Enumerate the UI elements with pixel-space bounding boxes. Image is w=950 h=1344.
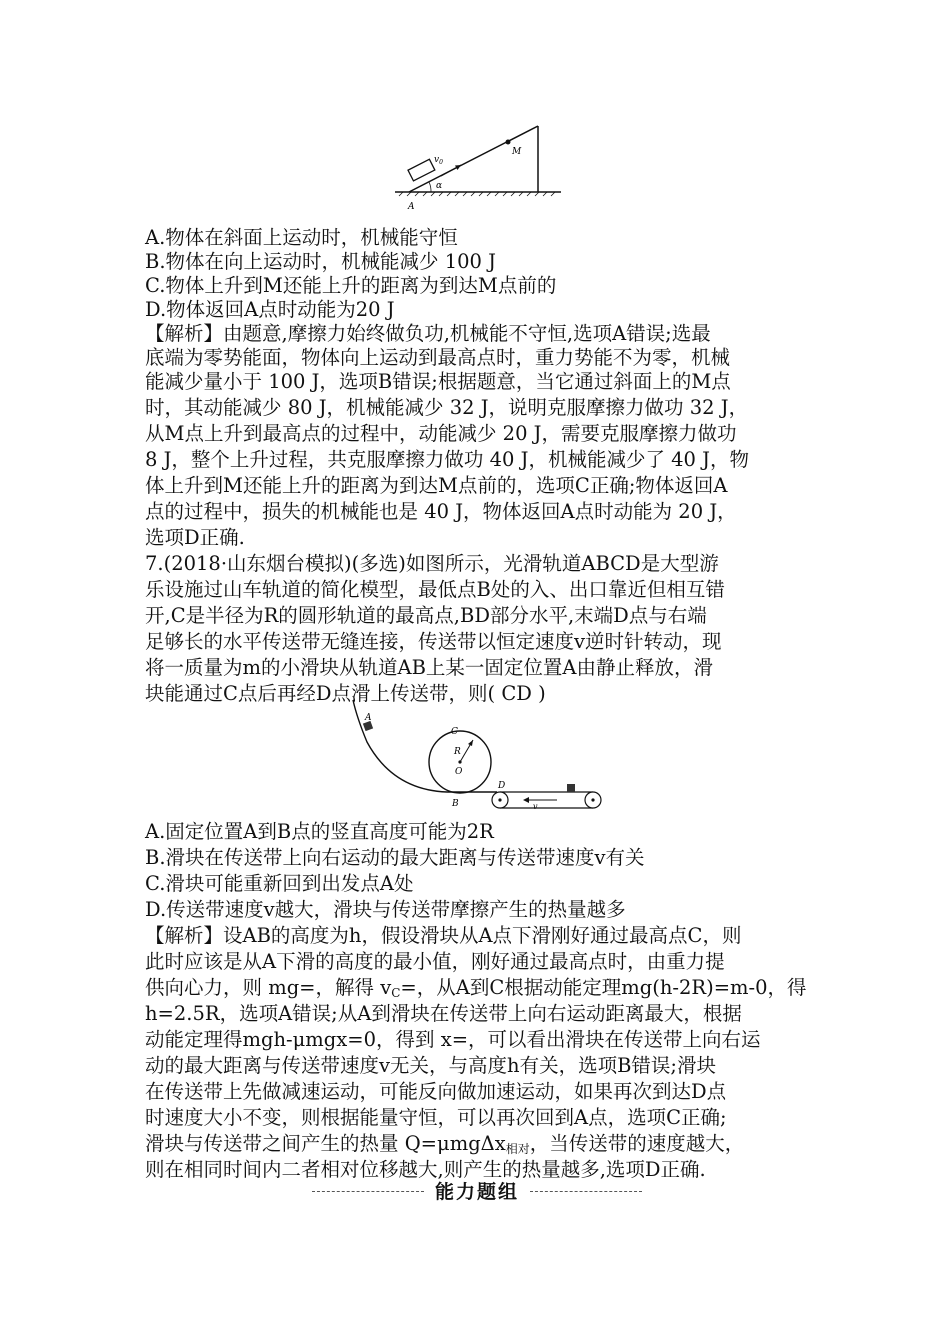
q6-analysis-line: 从M点上升到最高点的过程中，动能减少 20 J，需要克服摩擦力做功 (145, 422, 737, 445)
incline-surface (409, 126, 538, 192)
q7-stem-line: 7.(2018·山东烟台模拟)(多选)如图所示，光滑轨道ABCD是大型游 (145, 552, 719, 575)
q6-analysis-line: 能减少量小于 100 J，选项B错误;根据题意，当它通过斜面上的M点 (145, 370, 731, 393)
q7-option-b: B.滑块在传送带上向右运动的最大距离与传送带速度v有关 (145, 846, 645, 869)
left-roller-axle (498, 798, 501, 801)
q7-analysis-line: 动能定理得mgh-μmgx=0，得到 x=，可以看出滑块在传送带上向右运 (145, 1028, 761, 1051)
q7-analysis-line: 【解析】设AB的高度为h，假设滑块从A点下滑刚好通过最高点C，则 (145, 924, 742, 947)
vc-subscript: C (391, 986, 401, 1000)
q7-option-a: A.固定位置A到B点的竖直高度可能为2R (145, 820, 494, 843)
q7-stem-line: 乐设施过山车轨道的简化模型，最低点B处的入、出口靠近但相互错 (145, 578, 725, 601)
q7-stem-line: 块能通过C点后再经D点滑上传送带，则( CD ) (145, 682, 546, 705)
q7-analysis-line: 此时应该是从A下滑的高度的最小值，刚好通过最高点时，由重力提 (145, 950, 725, 973)
q6-option-b: B.物体在向上运动时，机械能减少 100 J (145, 250, 496, 273)
section-title: 能力题组 (434, 1181, 519, 1203)
point-m (506, 140, 511, 145)
v0-label: $v_0$ (434, 155, 443, 166)
block (408, 159, 435, 181)
q7-stem-line: 开,C是半径为R的圆形轨道的最高点,BD部分水平,末端D点与右端 (145, 604, 707, 627)
q7-analysis-line: h=2.5R，选项A错误;从A到滑块在传送带上向右运动距离最大，根据 (145, 1002, 742, 1025)
track-figure (345, 698, 610, 813)
q6-analysis-line: 选项D正确. (145, 526, 245, 549)
label-o: O (455, 767, 463, 777)
q7-stem-line: 将一质量为m的小滑块从轨道AB上某一固定位置A由静止释放，滑 (145, 656, 713, 679)
incline-figure (395, 118, 565, 216)
q6-analysis-line: 【解析】由题意,摩擦力始终做负功,机械能不守恒,选项A错误;选最 (145, 322, 711, 345)
q6-option-d: D.物体返回A点时动能为20 J (145, 298, 395, 321)
q6-analysis-line: 底端为零势能面，物体向上运动到最高点时，重力势能不为零，机械 (145, 346, 731, 369)
point-a-label: A (408, 202, 415, 212)
q7-analysis-line: 动的最大距离与传送带速度v无关，与高度h有关，选项B错误;滑块 (145, 1054, 716, 1077)
q7-analysis-line: 则在相同时间内二者相对位移越大,则产生的热量越多,选项D正确. (145, 1158, 706, 1181)
q6-analysis-line: 点的过程中，损失的机械能也是 40 J，物体返回A点时动能为 20 J， (145, 500, 737, 523)
divider-dash-right (530, 1191, 642, 1192)
q7-option-d: D.传送带速度v越大，滑块与传送带摩擦产生的热量越多 (145, 898, 626, 921)
label-d: D (498, 781, 506, 791)
label-b: B (452, 799, 459, 809)
right-roller-axle (591, 798, 594, 801)
q7-option-c: C.滑块可能重新回到出发点A处 (145, 872, 414, 895)
q6-option-a: A.物体在斜面上运动时，机械能守恒 (145, 226, 458, 249)
block-on-belt (567, 784, 575, 792)
label-c: C (451, 727, 458, 737)
belt-velocity-arrowhead (523, 797, 529, 803)
angle-arc (429, 182, 431, 192)
q6-option-c: C.物体上升到M还能上升的距离为到达M点前的 (145, 274, 557, 297)
point-m-label: M (512, 147, 522, 157)
q7-analysis-line: 供向心力，则 mg=，解得 $v_C=$，从A到C根据动能定理mg(h-2R)=m-0，得 (145, 976, 807, 1000)
q7-analysis-line: 时速度大小不变，则根据能量守恒，可以再次回到A点，选项C正确; (145, 1106, 727, 1129)
q6-analysis-line: 体上升到M还能上升的距离为到达M点前的，选项C正确;物体返回A (145, 474, 728, 497)
radius-arrowhead (468, 740, 473, 746)
label-r: R (454, 747, 461, 757)
q7-analysis-line: 滑块与传送带之间产生的热量 Q=μmgΔx$_{相对}$，当传送带的速度越大， (145, 1132, 745, 1156)
q7-analysis-line: 在传送带上先做减速运动，可能反向做加速运动，如果再次到达D点 (145, 1080, 727, 1103)
label-v: v (533, 802, 538, 811)
track-ab (353, 700, 497, 792)
q7-stem-line: 足够长的水平传送带无缝连接，传送带以恒定速度v逆时针转动，现 (145, 630, 722, 653)
section-divider (312, 1180, 642, 1204)
q6-analysis-line: 时，其动能减少 80 J，机械能减少 32 J，说明克服摩擦力做功 32 J， (145, 396, 749, 419)
q6-analysis-line: 8 J，整个上升过程，共克服摩擦力做功 40 J，机械能减少了 40 J，物 (145, 448, 749, 471)
label-a: A (365, 713, 372, 723)
relative-subscript: 相对 (505, 1142, 530, 1156)
alpha-label: α (436, 181, 443, 191)
